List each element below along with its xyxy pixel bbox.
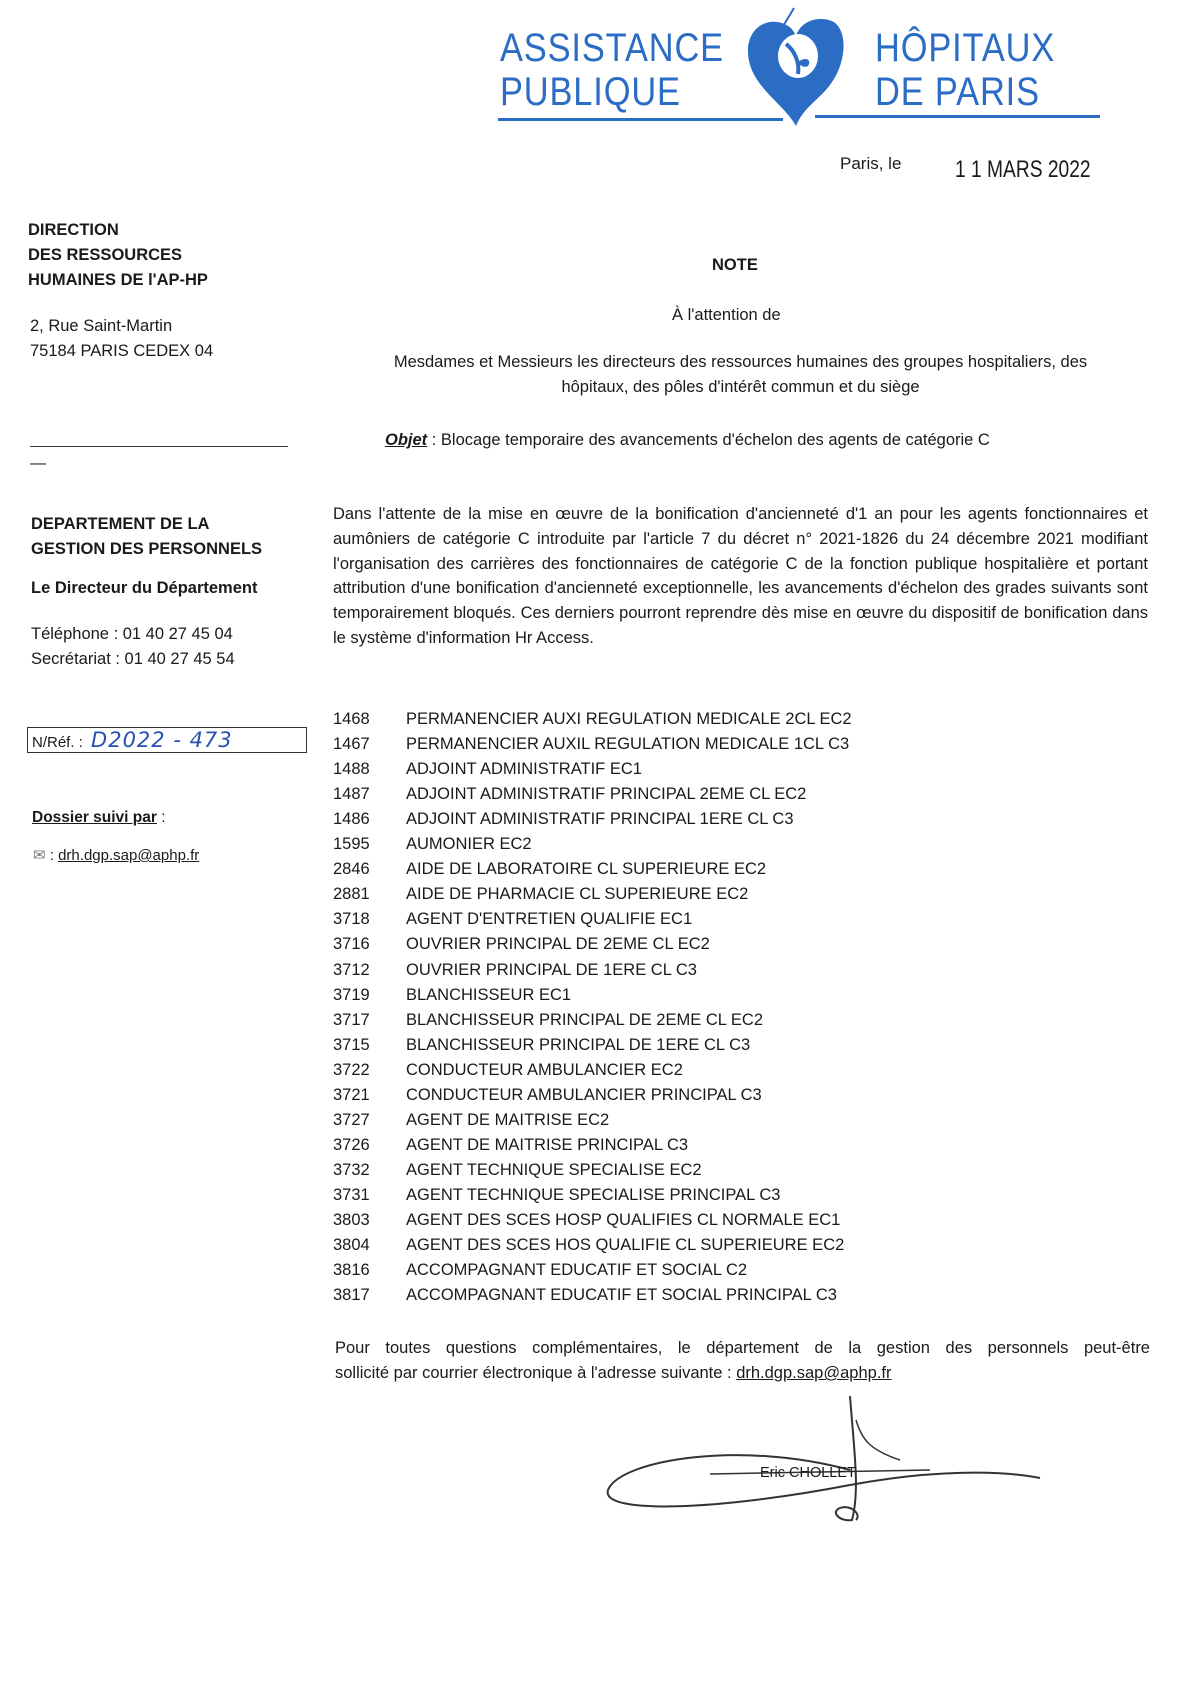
director-title: Le Directeur du Département — [31, 579, 258, 597]
grade-label: AUMONIER EC2 — [406, 835, 532, 854]
grade-label: AGENT D'ENTRETIEN QUALIFIE EC1 — [406, 910, 693, 929]
grade-code: 3732 — [333, 1160, 370, 1179]
body-paragraph: Dans l'attente de la mise en œuvre de la bonification d'ancienneté d'1 an pour les agents fonctionnaires et aumôniers de catégorie C introduite par l'article 7 du décret n° 2021-1826 du 24 décembre 2021 modifiant l'organisation des carrières des fonctionnaires de catégorie C de la fonction publique hospitalière et portant attribution d'une bonification d'ancienneté exceptionnelle, les avancements d'échelon des grades suivants sont temporairement bloqués. Ces derniers pourront reprendre dès mise en œuvre du dispositif de bonification dans le système d'information Hr Access. — [333, 505, 1148, 647]
grade-row — [333, 810, 794, 829]
address — [30, 314, 213, 364]
text: DEPARTEMENT DE LA — [31, 515, 210, 533]
text: : — [156, 809, 166, 826]
grade-row — [333, 835, 532, 854]
grade-row — [333, 961, 697, 980]
email-link[interactable]: drh.dgp.sap@aphp.fr — [58, 847, 200, 864]
logo-underline-right — [815, 115, 1100, 118]
grade-code: 3731 — [333, 1185, 370, 1204]
grade-code: 3716 — [333, 935, 370, 954]
grade-row — [333, 885, 748, 904]
text: DES RESSOURCES — [28, 246, 183, 264]
text: hôpitaux, des pôles d'intérêt commun et du siège — [561, 378, 920, 396]
grade-row — [333, 735, 849, 754]
followed-by — [32, 805, 166, 830]
grade-label: CONDUCTEUR AMBULANCIER PRINCIPAL C3 — [406, 1085, 762, 1104]
text: Pour toutes questions complémentaires, le département de la gestion des personnels peut-être — [335, 1339, 1150, 1357]
grade-label: AGENT DE MAITRISE EC2 — [406, 1110, 610, 1129]
grade-code: 1467 — [333, 735, 370, 754]
grade-label: PERMANENCIER AUXI REGULATION MEDICALE 2CL EC2 — [406, 710, 852, 728]
attention-line: À l'attention de — [672, 306, 781, 324]
contact-email-row — [33, 843, 199, 868]
grade-label: ACCOMPAGNANT EDUCATIF ET SOCIAL C2 — [406, 1261, 748, 1280]
grade-label: BLANCHISSEUR PRINCIPAL DE 2EME CL EC2 — [406, 1010, 763, 1029]
closing-email-link[interactable]: drh.dgp.sap@aphp.fr — [736, 1364, 892, 1382]
text: HUMAINES DE l'AP-HP — [28, 271, 208, 289]
reference-value: D2022 - 473 — [91, 728, 233, 752]
grade-row — [333, 760, 642, 779]
reference-box — [27, 727, 307, 753]
grade-label: AGENT DES SCES HOS QUALIFIE CL SUPERIEURE EC2 — [406, 1236, 845, 1255]
logo-text-left — [500, 26, 724, 114]
place-label: Paris, le — [840, 154, 902, 173]
grade-row — [333, 1011, 763, 1030]
divider — [30, 446, 288, 447]
grade-label: BLANCHISSEUR EC1 — [406, 985, 572, 1004]
object-line — [385, 428, 990, 453]
grade-row — [333, 1211, 840, 1230]
grade-label: PERMANENCIER AUXIL REGULATION MEDICALE 1CL C3 — [406, 735, 850, 754]
text — [335, 1361, 1150, 1386]
grade-label: AGENT DES SCES HOSP QUALIFIES CL NORMALE EC1 — [406, 1211, 841, 1229]
grade-code: 3712 — [333, 960, 370, 979]
grade-label: ACCOMPAGNANT EDUCATIF ET SOCIAL PRINCIPAL C3 — [406, 1286, 837, 1305]
grade-code: 1487 — [333, 785, 370, 804]
grade-code: 3726 — [333, 1135, 370, 1154]
grade-label: BLANCHISSEUR PRINCIPAL DE 1ERE CL C3 — [406, 1035, 751, 1054]
grade-code: 3817 — [333, 1286, 370, 1305]
grade-row — [333, 1111, 609, 1130]
grade-row — [333, 1261, 747, 1280]
grade-code: 3718 — [333, 910, 370, 929]
grade-label: AIDE DE PHARMACIE CL SUPERIEURE EC2 — [406, 885, 749, 904]
department-heading — [31, 512, 262, 562]
logo-underline-left — [498, 118, 783, 121]
grade-label: CONDUCTEUR AMBULANCIER EC2 — [406, 1060, 683, 1079]
followed-by-label: Dossier suivi par — [32, 809, 157, 826]
grade-code: 1488 — [333, 760, 370, 779]
grade-code: 2881 — [333, 885, 370, 904]
grade-code: 3727 — [333, 1110, 370, 1129]
object-text: : Blocage temporaire des avancements d'échelon des agents de catégorie C — [427, 431, 990, 449]
logo-line2: DE PARIS — [875, 70, 1040, 114]
grade-code: 3717 — [333, 1010, 370, 1029]
signatory-name: Eric CHOLLET — [760, 1465, 856, 1481]
direction-heading — [28, 218, 208, 293]
note-title: NOTE — [712, 256, 758, 274]
grade-label: AIDE DE LABORATOIRE CL SUPERIEURE EC2 — [406, 860, 767, 879]
grade-row — [333, 860, 766, 879]
secretariat-phone: Secrétariat : 01 40 27 45 54 — [31, 650, 235, 668]
text: : — [45, 847, 59, 864]
phone: Téléphone : 01 40 27 45 04 — [31, 625, 233, 643]
logo-line1: ASSISTANCE — [500, 26, 724, 70]
text: GESTION DES PERSONNELS — [31, 540, 263, 558]
reference-label: N/Réf. : — [32, 734, 83, 751]
grade-label: AGENT DE MAITRISE PRINCIPAL C3 — [406, 1135, 689, 1154]
grade-label: ADJOINT ADMINISTRATIF PRINCIPAL 1ERE CL C3 — [406, 810, 794, 829]
recipients — [333, 350, 1148, 400]
grade-code: 3803 — [333, 1211, 370, 1229]
grade-code: 1595 — [333, 835, 370, 854]
text: 2, Rue Saint-Martin — [30, 317, 173, 335]
grade-label: OUVRIER PRINCIPAL DE 2EME CL EC2 — [406, 935, 710, 954]
logo-line2: PUBLIQUE — [500, 70, 681, 114]
text: DIRECTION — [28, 221, 119, 239]
grade-code: 3719 — [333, 985, 370, 1004]
grade-row — [333, 986, 571, 1005]
grade-row — [333, 1136, 688, 1155]
grade-code: 3721 — [333, 1085, 370, 1104]
grade-code: 3715 — [333, 1035, 370, 1054]
grade-code: 3816 — [333, 1261, 370, 1280]
date-stamp: 1 1 MARS 2022 — [955, 156, 1091, 183]
grade-label: ADJOINT ADMINISTRATIF PRINCIPAL 2EME CL EC2 — [406, 785, 807, 804]
grade-code: 3722 — [333, 1060, 370, 1079]
logo-line1: HÔPITAUX — [875, 26, 1056, 70]
grade-row — [333, 1061, 683, 1080]
text: 75184 PARIS CEDEX 04 — [30, 342, 214, 360]
grade-label: OUVRIER PRINCIPAL DE 1ERE CL C3 — [406, 960, 697, 979]
grade-label: AGENT TECHNIQUE SPECIALISE EC2 — [406, 1160, 702, 1179]
grade-row — [333, 1186, 780, 1205]
grade-row — [333, 1286, 837, 1305]
grade-row — [333, 1036, 750, 1055]
grade-code: 2846 — [333, 860, 370, 879]
grade-label: AGENT TECHNIQUE SPECIALISE PRINCIPAL C3 — [406, 1185, 781, 1204]
grade-row — [333, 1236, 844, 1255]
closing-paragraph — [335, 1336, 1150, 1386]
signature-icon — [600, 1390, 1050, 1530]
grade-row — [333, 1161, 702, 1180]
text: sollicité par courrier électronique à l'adresse suivante : — [335, 1364, 737, 1382]
object-label: Objet — [385, 431, 428, 449]
grade-row — [333, 1086, 762, 1105]
grade-row — [333, 935, 710, 954]
grade-label: ADJOINT ADMINISTRATIF EC1 — [406, 760, 642, 779]
grade-row — [333, 910, 692, 929]
grade-code: 1486 — [333, 810, 370, 829]
heart-bird-logo-icon — [742, 6, 850, 128]
grade-code: 3804 — [333, 1236, 370, 1255]
logo-text-right — [875, 26, 1055, 114]
grade-row — [333, 785, 806, 804]
divider-dash: — — [30, 455, 46, 472]
envelope-icon: ✉ — [33, 847, 46, 864]
grade-row — [333, 710, 852, 729]
text: Mesdames et Messieurs les directeurs des ressources humaines des groupes hospitaliers, des — [393, 353, 1088, 371]
grade-code: 1468 — [333, 710, 370, 728]
